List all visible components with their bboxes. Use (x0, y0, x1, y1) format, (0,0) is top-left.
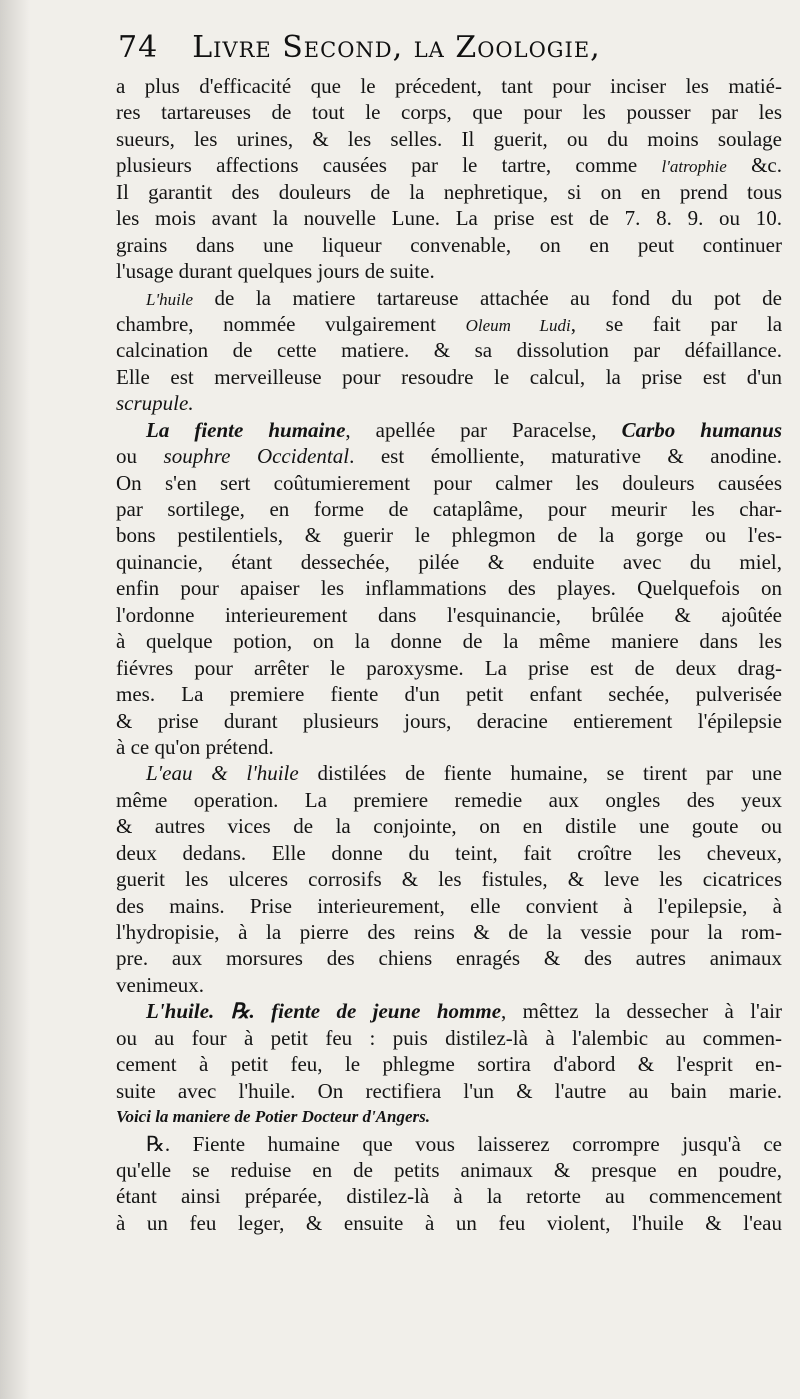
running-title: Livre Second, la Zoologie, (192, 30, 601, 65)
paragraph-start (116, 760, 782, 786)
text-line: Il garantit des douleurs de la nephretique, si on en prend tous (116, 179, 782, 204)
italic-heading: La fiente humaine (146, 417, 346, 442)
italic-heading: L'huile. ℞. fiente de jeune homme (146, 999, 502, 1024)
italic-heading: L'huile (146, 289, 194, 309)
text-line (116, 311, 782, 337)
text-line: deux dedans. Elle donne du teint, fait croître les cheveux, (116, 840, 782, 865)
text-run: plusieurs affections causées par le tartre, comme (116, 153, 662, 178)
text-run: chambre, nommée vulgairement (116, 311, 436, 336)
body-text (116, 73, 782, 1236)
italic-heading: L'eau & l'huile (146, 761, 299, 786)
text-line: On s'en sert coûtumierement pour calmer les douleurs causées (116, 470, 782, 495)
text-run: &c. (726, 153, 782, 178)
text-line: étant ainsi préparée, distilez-là à la retorte au commencement (116, 1184, 782, 1209)
text-line: à ce qu'on prétend. (116, 734, 274, 759)
text-run: de la matiere tartareuse attachée au fond du pot de (193, 285, 782, 310)
paragraph-start: ℞. Fiente humaine que vous laisserez corrompre jusqu'à ce (146, 1131, 782, 1156)
text-line: mes. La premiere fiente d'un petit enfant sechée, pulverisée (116, 682, 782, 707)
text-line: & autres vices de la conjointe, on en distile une goute ou (116, 814, 782, 839)
text-line (116, 443, 782, 469)
text-run: ou (116, 444, 164, 469)
text-line: enfin pour apaiser les inflammations des playes. Quelquefois on (116, 576, 782, 601)
text-run: , mêttez la dessecher à l'air (501, 999, 782, 1024)
text-line: ou au four à petit feu : puis distilez-là à l'alembic au commen- (116, 1025, 782, 1050)
text-line: des mains. Prise interieurement, elle convient à l'epilepsie, à (116, 893, 782, 918)
text-line: a plus d'efficacité que le précedent, tant pour inciser les matié- (116, 74, 782, 98)
text-run: , se fait par la (570, 311, 782, 336)
text-line: les mois avant la nouvelle Lune. La prise est de 7. 8. 9. ou 10. (116, 206, 782, 231)
paragraph-start (116, 417, 782, 443)
text-line: même operation. La premiere remedie aux ongles des yeux (116, 787, 782, 812)
text-line: scrupule. (116, 391, 194, 416)
text-line: suite avec l'huile. On rectifiera l'un & l'autre au bain marie. (116, 1078, 782, 1103)
text-line: qu'elle se reduise en de petits animaux & presque en poudre, (116, 1157, 782, 1182)
text-line: à quelque potion, on la donne de la même maniere dans les (116, 629, 782, 654)
text-line: quinancie, étant dessechée, pilée & enduite avec du miel, (116, 549, 782, 574)
paragraph-start (116, 285, 782, 311)
text-line: & prise durant plusieurs jours, deracine entierement l'épilepsie (116, 708, 782, 733)
text-line: sueurs, les urines, & les selles. Il guerit, ou du moins soulage (116, 126, 782, 151)
page-header (118, 30, 708, 65)
italic-term: souphre Occidental (163, 444, 350, 469)
text-line (116, 152, 782, 178)
text-line: calcination de cette matiere. & sa dissolution par défaillance. (116, 338, 782, 363)
text-line: l'ordonne interieurement dans l'esquinancie, brûlée & ajoûtée (116, 602, 782, 627)
text-line: res tartareuses de tout le corps, que pour les pousser par les (116, 100, 782, 125)
italic-term: Carbo humanus (621, 417, 782, 442)
text-line: venimeux. (116, 972, 205, 997)
text-line: l'usage durant quelques jours de suite. (116, 259, 435, 284)
italic-term: Oleum Ludi (465, 315, 571, 335)
text-line: cement à petit feu, le phlegme sortira d'abord & l'esprit en- (116, 1052, 782, 1077)
paragraph-start (116, 998, 782, 1024)
text-line: Voici la maniere de Potier Docteur d'Angers. (116, 1107, 431, 1127)
text-line: pre. aux morsures des chiens enragés & des autres animaux (116, 946, 782, 971)
page-number: 74 (118, 30, 159, 65)
text-run: distilées de fiente humaine, se tirent par une (298, 761, 782, 786)
italic-term: l'atrophie (661, 157, 727, 177)
text-line: par sortilege, en forme de cataplâme, pour meurir les char- (116, 497, 782, 521)
text-run: . est émolliente, maturative & anodine. (349, 444, 782, 469)
text-line: guerit les ulceres corrosifs & les fistules, & leve les cicatrices (116, 867, 782, 892)
text-line: grains dans une liqueur convenable, on en peut continuer (116, 232, 782, 257)
text-run: , apellée par Paracelse, (345, 417, 622, 442)
text-line: Elle est merveilleuse pour resoudre le calcul, la prise est d'un (116, 364, 782, 389)
text-line: l'hydropisie, à la pierre des reins & de la vessie pour la rom- (116, 920, 782, 944)
text-line: bons pestilentiels, & guerir le phlegmon de la gorge ou l'es- (116, 523, 782, 548)
text-line: fiévres pour arrêter le paroxysme. La prise est de deux drag- (116, 655, 782, 680)
text-line: à un feu leger, & ensuite à un feu violent, l'huile & l'eau (116, 1210, 782, 1235)
